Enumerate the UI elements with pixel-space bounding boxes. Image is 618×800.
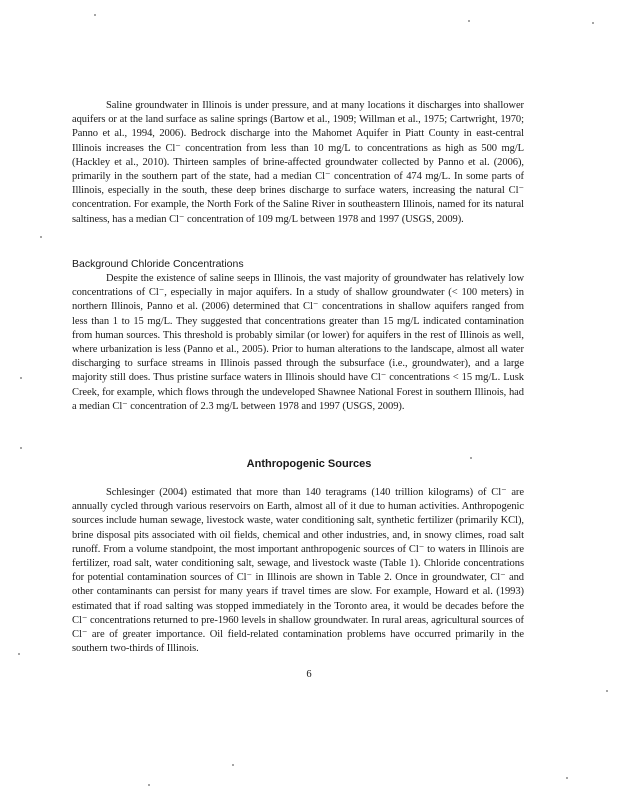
scan-speck — [20, 447, 22, 449]
scan-speck — [148, 784, 150, 786]
scan-speck — [592, 22, 594, 24]
scan-speck — [232, 764, 234, 766]
paragraph-anthropogenic-sources: Schlesinger (2004) estimated that more than 140 teragrams (140 trillion kilograms) of Cl⁻ are annually cycled through various reservoirs on Earth, almost all of it due to human activities. Anthropogenic sources include human sewage, livestock waste, water conditioning salt, synthetic fertilizer (primarily KCl), brine disposal pits associated with oil fields, chemical and other industries, and, in snowy climes, road salt runoff. From a volume standpoint, the most important anthropogenic sources of Cl⁻ to waters in Illinois are fertilizer, road salt, water conditioning salt, sewage, and livestock waste (Table 1). Chloride concentrations for potential contamination sources of Cl⁻ in Illinois are shown in Table 2. Once in groundwater, Cl⁻ and other contaminants can persist for many years if travel times are slow. For example, Howard et al. (1993) estimated that if road salting was stopped immediately in the Toronto area, it would be decades before the Cl⁻ concentrations returned to pre-1960 levels in shallow groundwater. In rural areas, agricultural sources of Cl⁻ are of greater importance. Oil field-related contamination problems have occurred primarily in the southern two-thirds of Illinois. — [72, 487, 524, 655]
scan-speck — [18, 653, 20, 655]
scan-speck — [20, 377, 22, 379]
scan-speck — [606, 690, 608, 692]
scan-speck — [566, 777, 568, 779]
paragraph-background-chloride: Despite the existence of saline seeps in Illinois, the vast majority of groundwater has relatively low concentrations of Cl⁻, especially in major aquifers. In a study of shallow groundwater (< 100 meters) in northern Illinois, Panno et al. (2006) determined that Cl⁻ concentrations in shallow aquifers ranged from less than 1 to 15 mg/L. They suggested that concentrations greater than 15 mg/L indicated contamination from human sources. This threshold is probably similar (or lower) for aquifers in the rest of Illinois as well, where urbanization is less (Panno et al., 2005). Prior to human alterations to the landscape, almost all water discharging to surface streams in Illinois passed through the subsurface (i.e., groundwater), and a large majority still does. Thus pristine surface waters in Illinois should have Cl⁻ concentrations < 15 mg/L. Lusk Creek, for example, which flows through the undeveloped Shawnee National Forest in southern Illinois, had a median Cl⁻ concentration of 2.3 mg/L between 1978 and 1997 (USGS, 2009). — [72, 273, 524, 412]
scan-speck — [470, 457, 472, 459]
scan-speck — [94, 14, 96, 16]
scan-speck — [40, 236, 42, 238]
scan-speck — [468, 20, 470, 22]
section-heading-anthropogenic-sources: Anthropogenic Sources — [246, 458, 372, 470]
page-number: 6 — [306, 669, 312, 680]
section-heading-background-chloride: Background Chloride Concentrations — [72, 258, 244, 270]
paragraph-saline-groundwater: Saline groundwater in Illinois is under pressure, and at many locations it discharges into shallower aquifers or at the land surface as saline springs (Bartow et al., 1909; Willman et al., 1975; Cartwright, 1970; Panno et al., 1994, 2006). Bedrock discharge into the Mahomet Aquifer in Piatt County in east-central Illinois increases the Cl⁻ concentration from less than 10 mg/L to concentrations as high as 500 mg/L (Hackley et al., 2010). Thirteen samples of brine-affected groundwater collected by Panno et al. (2006), primarily in the southern part of the state, had a median Cl⁻ concentration of 474 mg/L. In some parts of Illinois, especially in the south, these deep brines discharge to surface waters, increasing the natural Cl⁻ concentration. For example, the North Fork of the Saline River in southeastern Illinois, named for its natural saltiness, has a median Cl⁻ concentration of 109 mg/L between 1978 and 1997 (USGS, 2009). — [72, 100, 524, 225]
